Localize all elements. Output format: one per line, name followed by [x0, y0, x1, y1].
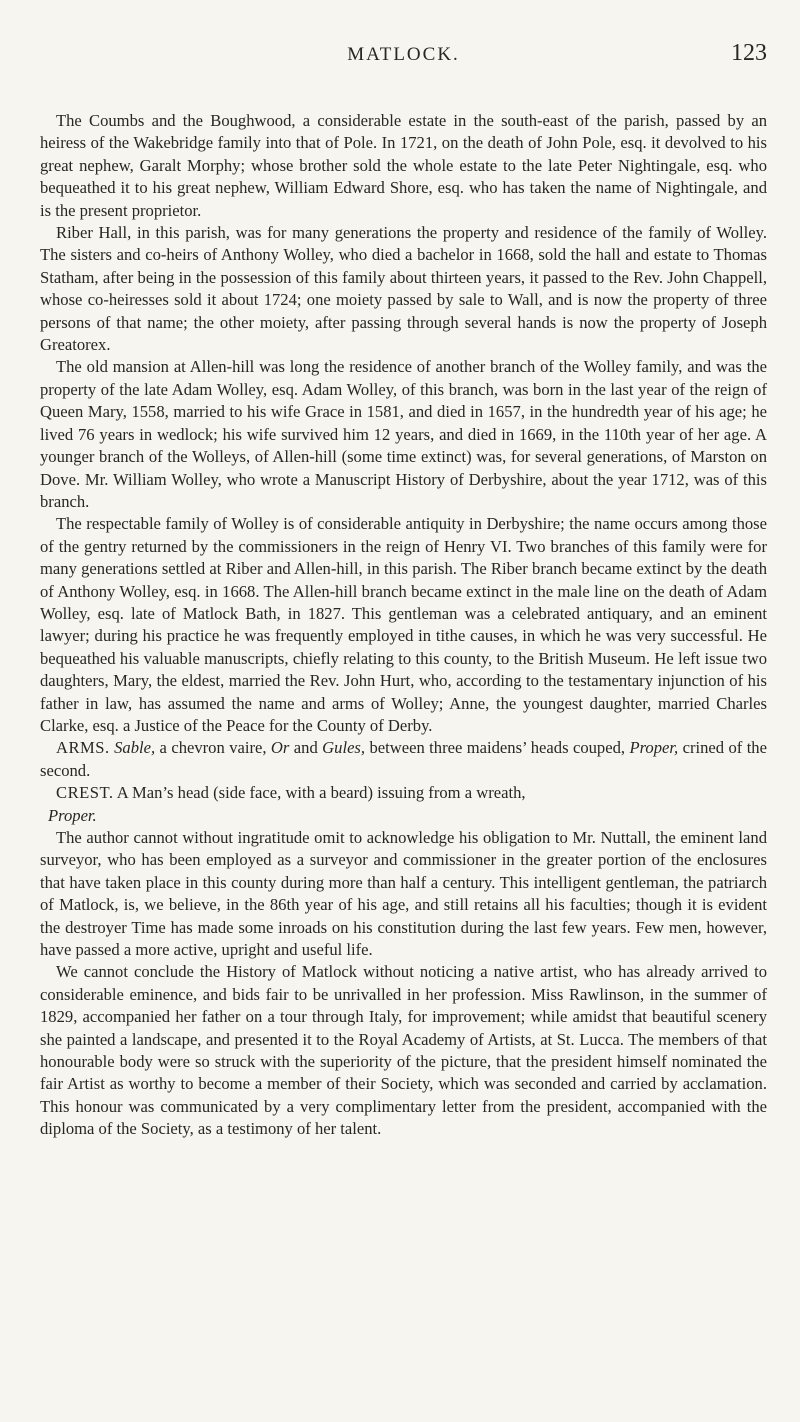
- arms-text-1: a chevron vaire,: [155, 738, 271, 758]
- arms-blazon: [40, 737, 767, 782]
- paragraph-allen-hill: The old mansion at Allen-hill was long the residence of another branch of the Wolley family, and was the property of the late Adam Wolley, esq. Adam Wolley, of this branch, was born in the last year of the reign of Queen Mary, 1558, married to his wife Grace in 1581, and died in 1657, in the hundredth year of his age; he lived 76 years in wedlock; his wife survived him 12 years, and died in 1669, in the 110th year of her age. A younger branch of the Wolleys, of Allen-hill (some time extinct) was, for several generations, of Marston on Dove. Mr. William Wolley, who wrote a Manuscript History of Derbyshire, about the year 1712, was of this branch.: [40, 357, 767, 511]
- arms-label: ARMS.: [56, 738, 110, 758]
- body-text: [40, 110, 767, 1141]
- page-number: 123: [731, 40, 767, 66]
- crest-text: A Man’s head (side face, with a beard) issuing from a wreath,: [113, 783, 526, 803]
- tincture-or: Or: [270, 738, 290, 758]
- arms-text-4: crined of the second.: [40, 738, 767, 780]
- page-header: [40, 0, 767, 70]
- tincture-gules: Gules,: [322, 738, 366, 758]
- crest-blazon: [40, 782, 767, 827]
- crest-proper: Proper.: [48, 805, 97, 825]
- crest-label: CREST.: [56, 783, 114, 803]
- paragraph-wolley-family: The respectable family of Wolley is of considerable antiquity in Derbyshire; the name occurs among those of the gentry returned by the commissioners in the reign of Henry VI. Two branches of this family were for many generations settled at Riber and Allen-hill, in this parish. The Riber branch became extinct by the death of Anthony Wolley, esq. in 1668. The Allen-hill branch became extinct in the male line on the death of Adam Wolley, esq. late of Matlock Bath, in 1827. This gentleman was a celebrated antiquary, and an eminent lawyer; during his practice he was frequently employed in tithe causes, in which he was very successful. He bequeathed his valuable manuscripts, chiefly relating to this county, to the British Museum. He left issue two daughters, Mary, the eldest, married the Rev. John Hurt, who, according to the testamentary injunction of his father in law, has assumed the name and arms of Wolley; Anne, the youngest daughter, married Charles Clarke, esq. a Justice of the Peace for the County of Derby.: [40, 514, 767, 735]
- paragraph-coumbs: The Coumbs and the Boughwood, a considerable estate in the south-east of the parish, passed by an heiress of the Wakebridge family into that of Pole. In 1721, on the death of John Pole, esq. it devolved to his great nephew, Garalt Morphy; whose brother sold the whole estate to the late Peter Nightingale, esq. who bequeathed it to his great nephew, William Edward Shore, esq. who has taken the name of Nightingale, and is the present proprietor.: [40, 111, 767, 220]
- tincture-sable: Sable,: [114, 738, 156, 758]
- tincture-proper: Proper,: [629, 738, 679, 758]
- arms-text-3: between three maidens’ heads couped,: [365, 738, 630, 758]
- arms-text-2: and: [289, 738, 323, 758]
- paragraph-riber-hall: Riber Hall, in this parish, was for many generations the property and residence of the family of Wolley. The sisters and co-heirs of Anthony Wolley, who died a bachelor in 1668, sold the hall and estate to Thomas Statham, after being in the possession of this family about thirteen years, it passed to the Rev. John Chappell, whose co-heiresses sold it about 1724; one moiety passed by sale to Wall, and is now the property of three persons of that name; the other moiety, after passing through several hands is now the property of Joseph Greatorex.: [40, 223, 767, 355]
- running-title: MATLOCK.: [347, 44, 460, 65]
- paragraph-nuttall: The author cannot without ingratitude omit to acknowledge his obligation to Mr. Nuttall, the eminent land surveyor, who has been employed as a surveyor and commissioner in the greater portion of the enclosures that have taken place in this county during more than half a century. This intelligent gentleman, the patriarch of Matlock, is, we believe, in the 86th year of his age, and still retains all his faculties; though it is evident the destroyer Time has made some inroads on his constitution during the last few years. Few men, however, have passed a more active, upright and useful life.: [40, 828, 767, 960]
- paragraph-rawlinson: We cannot conclude the History of Matlock without noticing a native artist, who has already arrived to considerable eminence, and bids fair to be unrivalled in her profession. Miss Rawlinson, in the summer of 1829, accompanied her father on a tour through Italy, for improvement; while amidst that beautiful scenery she painted a landscape, and presented it to the Royal Academy of Artists, at St. Lucca. The members of that honourable body were so struck with the superiority of the picture, that the president himself nominated the fair Artist as worthy to become a member of their Society, which was seconded and carried by acclamation. This honour was communicated by a very complimentary letter from the president, accompanied with the diploma of the Society, as a testimony of her talent.: [40, 962, 767, 1139]
